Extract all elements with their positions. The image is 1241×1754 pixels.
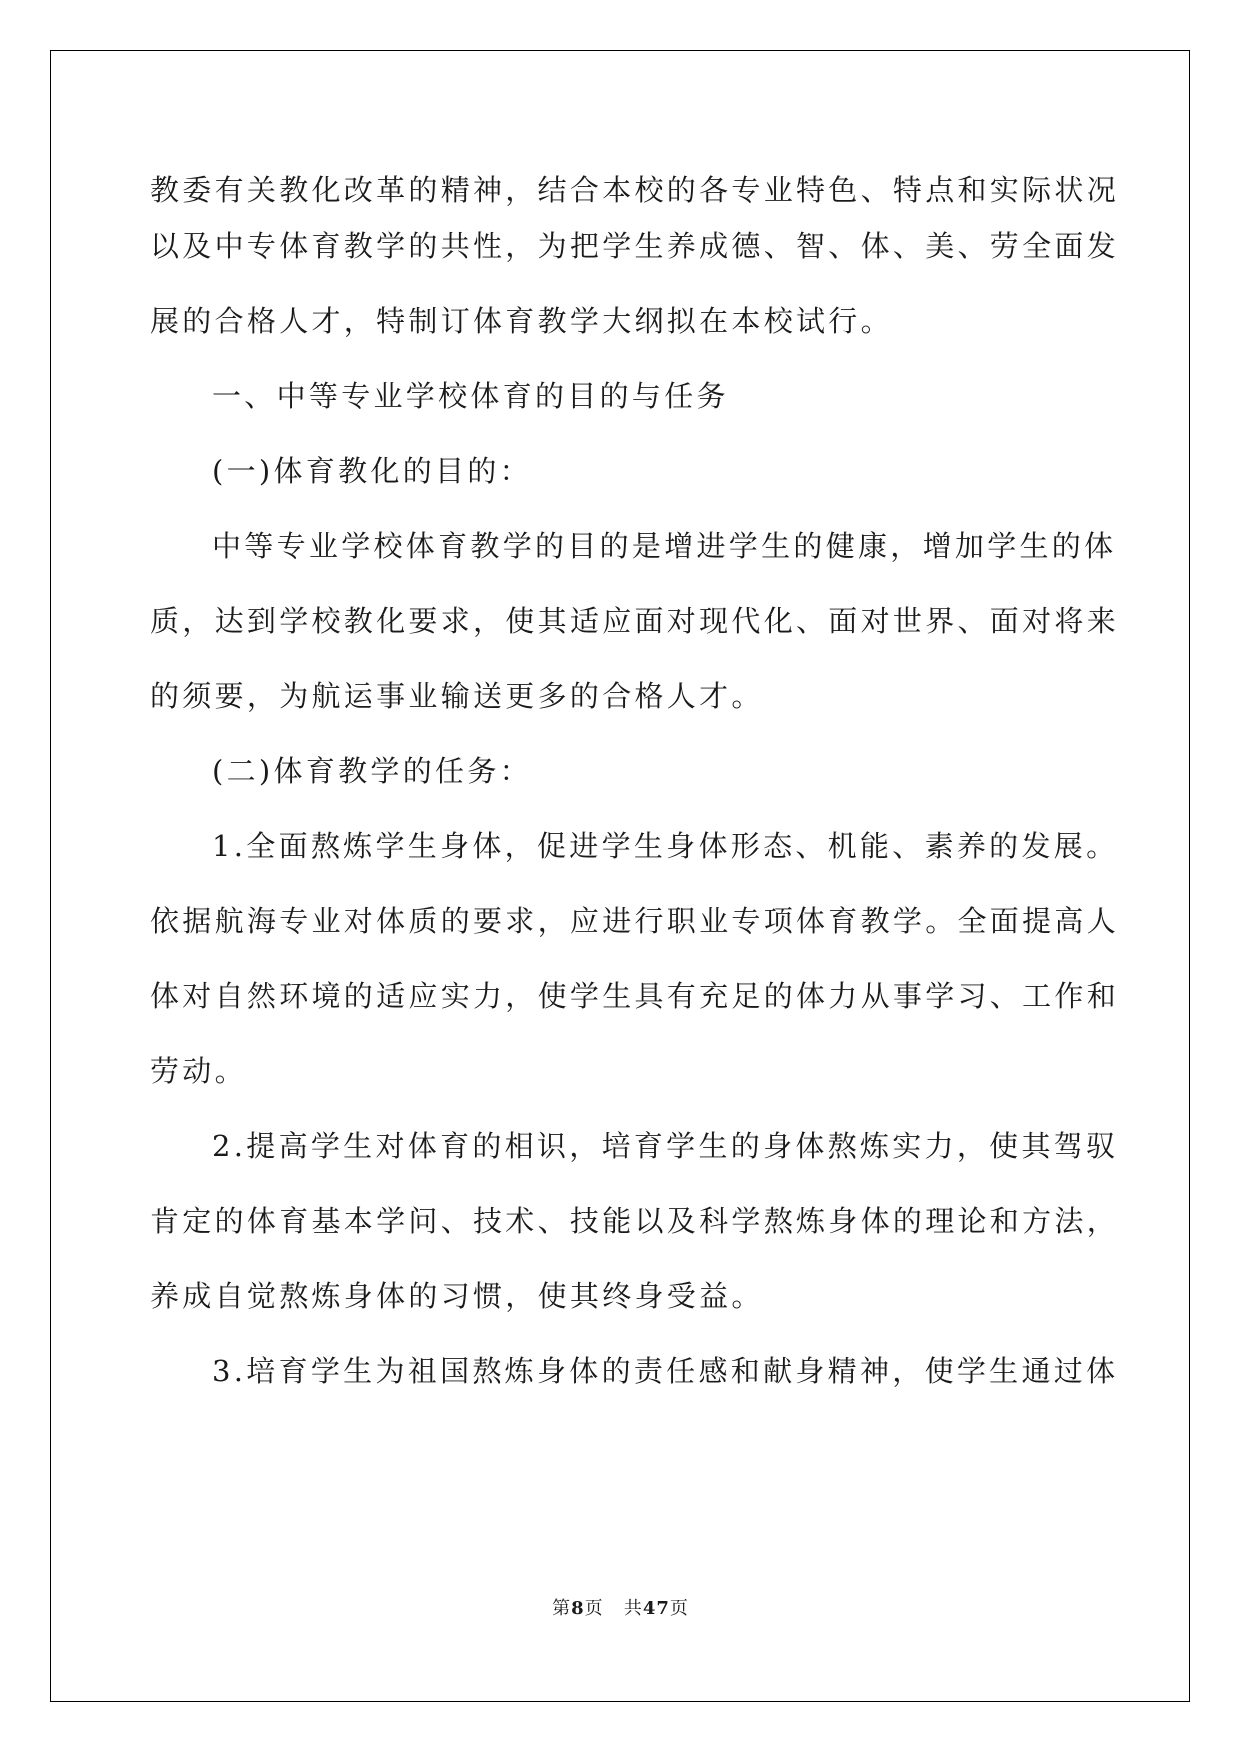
footer-page-word: 页: [584, 1598, 604, 1619]
text-line: 肯定的体育基本学问、技术、技能以及科学熬炼身体的理论和方法，: [150, 1204, 1120, 1238]
footer-prefix: 第: [552, 1598, 572, 1619]
list-item: 3.培育学生为祖国熬炼身体的责任感和献身精神，使学生通过体: [212, 1354, 1119, 1388]
text-line: 教委有关教化改革的精神，结合本校的各专业特色、特点和实际状况: [150, 173, 1120, 207]
page-footer: [0, 1594, 1241, 1620]
text-line: 依据航海专业对体质的要求，应进行职业专项体育教学。全面提高人: [150, 904, 1120, 938]
subsection-heading: (一)体育教化的目的：: [212, 454, 532, 488]
list-item: 2.提高学生对体育的相识，培育学生的身体熬炼实力，使其驾驭: [212, 1129, 1119, 1163]
text-line: 体对自然环境的适应实力，使学生具有充足的体力从事学习、工作和: [150, 979, 1120, 1013]
text-line: 养成自觉熬炼身体的习惯，使其终身受益。: [150, 1279, 764, 1313]
text-line: 展的合格人才，特制订体育教学大纲拟在本校试行。: [150, 304, 893, 338]
text-line: 的须要，为航运事业输送更多的合格人才。: [150, 679, 764, 713]
text-line: 中等专业学校体育教学的目的是增进学生的健康，增加学生的体: [212, 529, 1117, 563]
section-heading: 一、中等专业学校体育的目的与任务: [212, 379, 729, 413]
text-line: 以及中专体育教学的共性，为把学生养成德、智、体、美、劳全面发: [150, 229, 1120, 263]
page-border: [50, 50, 1190, 1702]
footer-total-prefix: 共: [623, 1598, 643, 1619]
current-page-number: 8: [571, 1598, 585, 1619]
text-line: 劳动。: [150, 1054, 247, 1088]
footer-total-word: 页: [669, 1598, 689, 1619]
total-pages-number: 47: [642, 1598, 670, 1619]
list-item: 1.全面熬炼学生身体，促进学生身体形态、机能、素养的发展。: [212, 829, 1119, 863]
subsection-heading: (二)体育教学的任务：: [212, 754, 532, 788]
text-line: 质，达到学校教化要求，使其适应面对现代化、面对世界、面对将来: [150, 604, 1120, 638]
